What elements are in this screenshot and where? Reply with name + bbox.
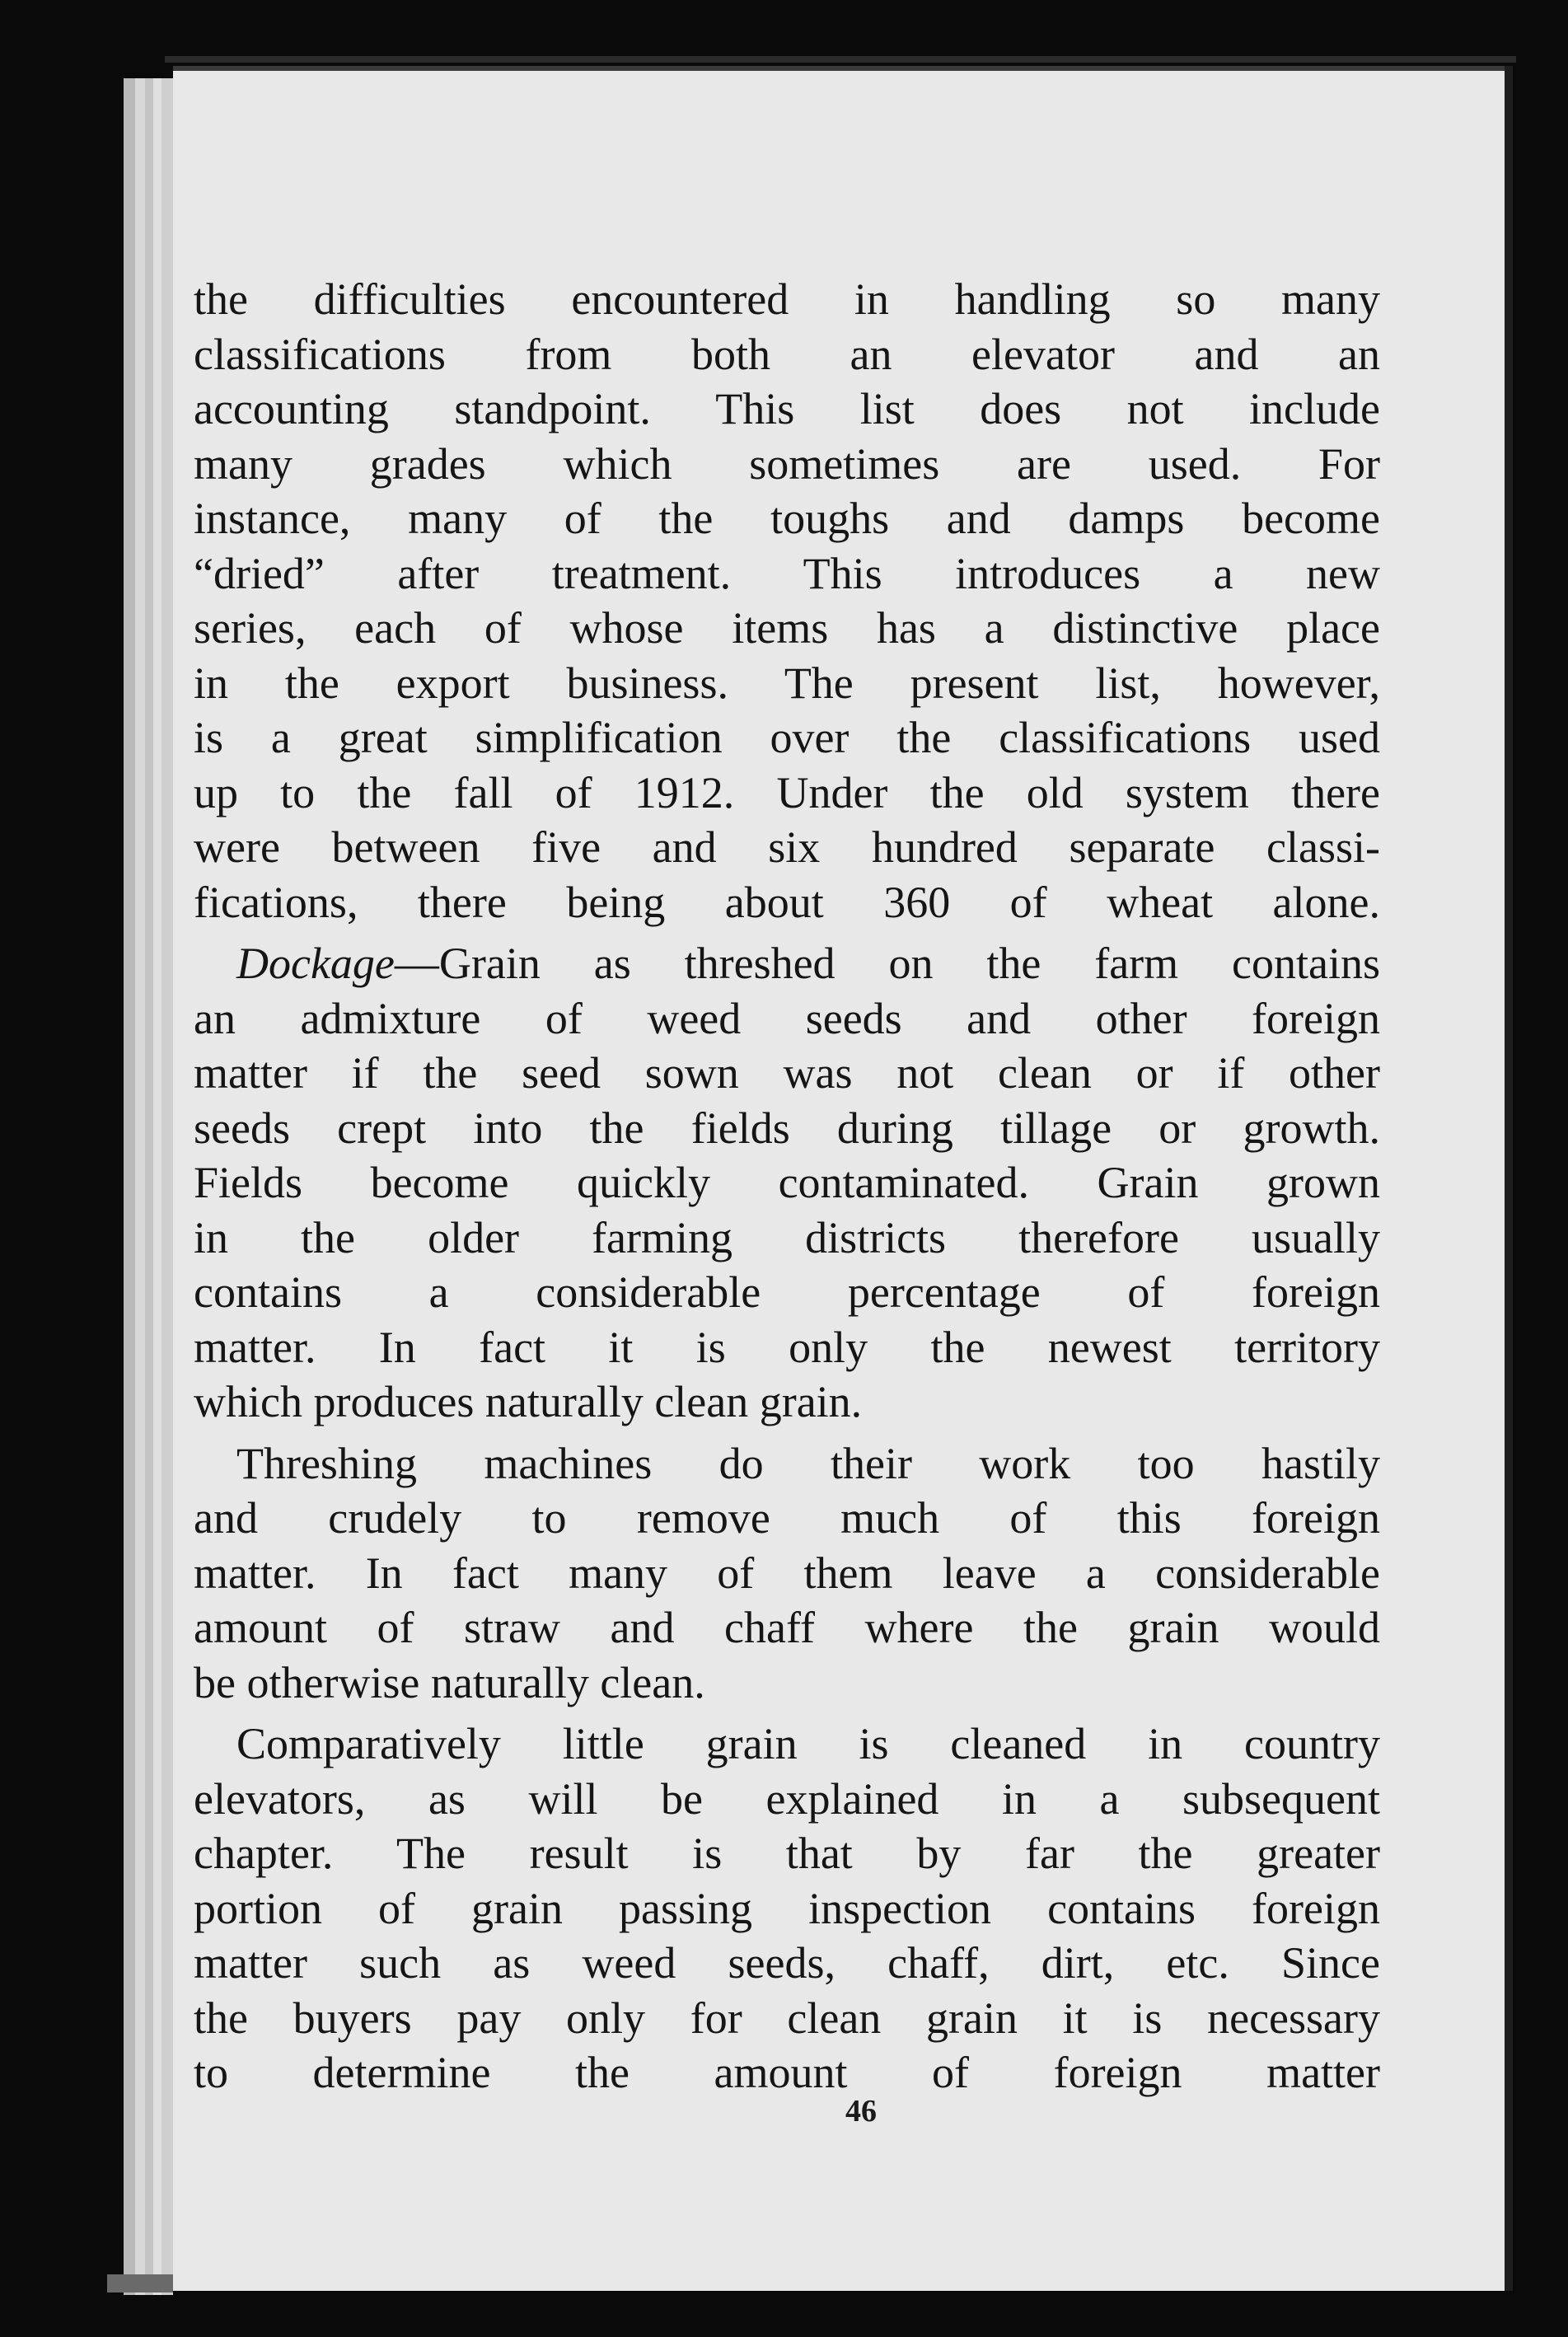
text-line: and crudely to remove much of this foreign xyxy=(194,1493,1380,1543)
text-line: the difficulties encountered in handling so many xyxy=(194,274,1380,324)
page-edge xyxy=(124,78,135,2295)
text-line: the buyers pay only for clean grain it is necessary xyxy=(194,1993,1380,2043)
text-line: instance, many of the toughs and damps become xyxy=(194,494,1380,543)
text-line: up to the fall of 1912. Under the old system there xyxy=(194,767,1380,817)
text-line: an admixture of weed seeds and other foreign xyxy=(194,993,1380,1043)
text-line: elevators, as will be explained in a subsequent xyxy=(194,1773,1380,1824)
text-line: series, each of whose items has a distinctive place xyxy=(194,603,1380,653)
page-edge xyxy=(161,78,173,2295)
paragraph-2 xyxy=(194,936,1380,1430)
text-line: contains a considerable percentage of foreign xyxy=(194,1267,1380,1317)
text-line: in the older farming districts therefore usually xyxy=(194,1212,1380,1262)
paragraph-3 xyxy=(194,1436,1380,1711)
paragraph-1 xyxy=(194,272,1380,930)
text-line: matter. In fact it is only the newest territory xyxy=(194,1322,1380,1372)
text-line xyxy=(194,936,1380,991)
text-line: matter if the seed sown was not clean or if other xyxy=(194,1048,1380,1098)
text-line: amount of straw and chaff where the grain would xyxy=(194,1603,1380,1652)
text-line: matter. In fact many of them leave a considerable xyxy=(194,1548,1380,1598)
page-edge xyxy=(153,78,161,2295)
text-line: to determine the amount of foreign matter xyxy=(194,2048,1380,2097)
section-term-dockage: Dockage xyxy=(236,939,395,988)
text-line: be otherwise naturally clean. xyxy=(194,1657,705,1707)
text-line: “dried” after treatment. This introduces a new xyxy=(194,548,1380,598)
text-line: fications, there being about 360 of wheat alone. xyxy=(194,877,1380,927)
text-line: seeds crept into the fields during tillage or growth. xyxy=(194,1103,1380,1153)
text-line: many grades which sometimes are used. For xyxy=(194,438,1380,489)
paragraph-4 xyxy=(194,1716,1380,2100)
text-line: Comparatively little grain is cleaned in country xyxy=(236,1719,1380,1768)
text-line: matter such as weed seeds, chaff, dirt, etc. Since xyxy=(194,1938,1380,1988)
text-line: portion of grain passing inspection contains foreign xyxy=(194,1883,1380,1933)
text-line: Fields become quickly contaminated. Grain grown xyxy=(194,1158,1380,1207)
text-line: Threshing machines do their work too hastily xyxy=(236,1438,1380,1488)
text-line: in the export business. The present list, however, xyxy=(194,658,1380,708)
page-number: 46 xyxy=(845,2094,877,2129)
text-line: is a great simplification over the classifications used xyxy=(194,713,1380,762)
page-edge xyxy=(145,78,153,2295)
text-line: were between five and six hundred separate classi- xyxy=(194,822,1380,872)
text-line: accounting standpoint. This list does not include xyxy=(194,384,1380,433)
top-rule xyxy=(165,56,1516,63)
text-run: —Grain as threshed on the farm contains xyxy=(394,939,1380,988)
text-line: chapter. The result is that by far the greater xyxy=(194,1829,1380,1878)
text-line: classifications from both an elevator and an xyxy=(194,329,1380,379)
text-line: which produces naturally clean grain. xyxy=(194,1377,863,1426)
page-right-edge xyxy=(1505,66,1513,2291)
body-text xyxy=(194,272,1380,2107)
page-bottom-edge xyxy=(107,2274,173,2293)
page-edge xyxy=(135,78,145,2295)
